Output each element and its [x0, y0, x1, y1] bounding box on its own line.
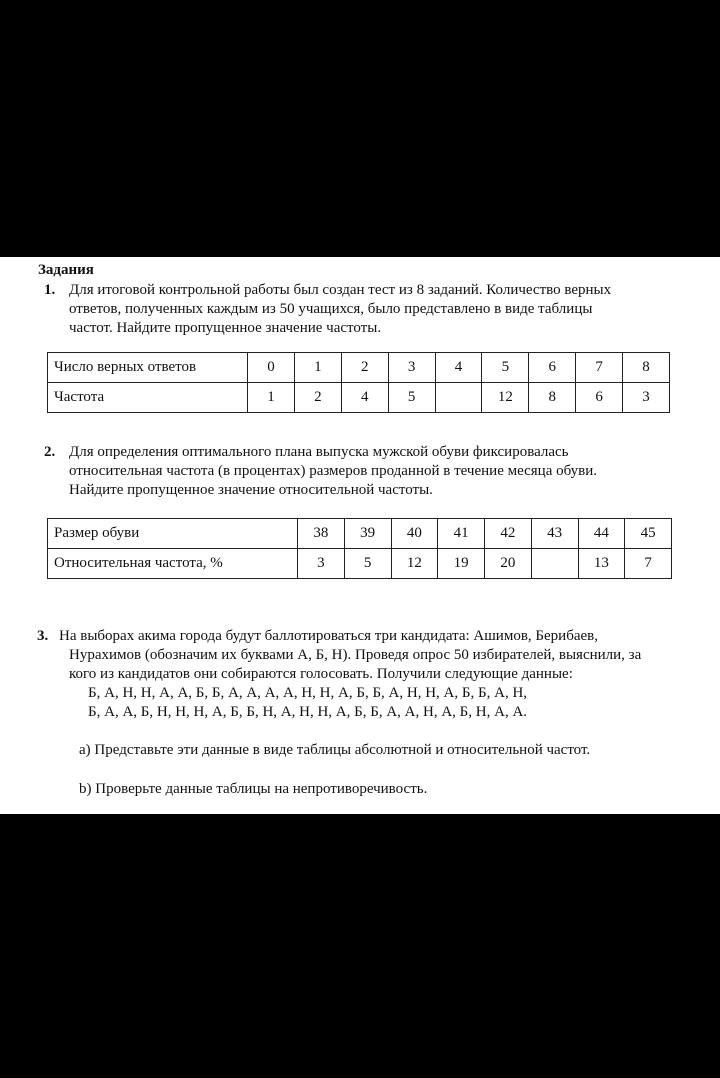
- table-cell: 20: [485, 549, 532, 579]
- table-cell: 12: [391, 549, 438, 579]
- table-cell: 19: [438, 549, 485, 579]
- table-cell: 39: [344, 519, 391, 549]
- table-cell: 3: [388, 353, 435, 383]
- table-cell: 4: [341, 383, 388, 413]
- task-1-line: Для итоговой контрольной работы был создан тест из 8 заданий. Количество верных: [69, 282, 612, 298]
- task-3-number: 3.: [37, 628, 49, 644]
- task-1-text: [69, 281, 611, 338]
- table-cell: 7: [576, 353, 623, 383]
- table-cell: 8: [529, 383, 576, 413]
- table-cell: 43: [531, 519, 578, 549]
- table-cell-missing: [531, 549, 578, 579]
- table-cell: 3: [298, 549, 345, 579]
- table-cell: 0: [248, 353, 295, 383]
- table-cell: 2: [294, 383, 341, 413]
- table-cell: 7: [625, 549, 672, 579]
- task-2-frequency-table: [47, 518, 672, 579]
- table-cell: 12: [482, 383, 529, 413]
- table-cell: 40: [391, 519, 438, 549]
- table-cell: 5: [482, 353, 529, 383]
- task-3-line: кого из кандидатов они собираются голосовать. Получили следующие данные:: [69, 666, 573, 682]
- table-row: [48, 549, 672, 579]
- task-2-line: Для определения оптимального плана выпуска мужской обуви фиксировалась: [69, 444, 569, 460]
- task-3: [0, 627, 720, 727]
- table-cell: 6: [529, 353, 576, 383]
- table-cell: 1: [294, 353, 341, 383]
- task-2-number: 2.: [44, 444, 56, 460]
- task-2-line: относительная частота (в процентах) размеров проданной в течение месяца обуви.: [69, 463, 598, 479]
- votes-data-line: Б, А, А, Б, Н, Н, Н, А, Б, Б, Н, А, Н, Н, А, Б, Б, А, А, Н, А, Б, Н, А, А.: [88, 704, 528, 720]
- task-1-frequency-table: [47, 352, 670, 413]
- table-cell: 13: [578, 549, 625, 579]
- task-3-text: [59, 627, 641, 722]
- table-cell: 3: [623, 383, 670, 413]
- table-row-label: Число верных ответов: [48, 353, 248, 383]
- table-cell: 8: [623, 353, 670, 383]
- document-page: [0, 257, 720, 814]
- table-cell-missing: [435, 383, 482, 413]
- task-3-line: На выборах акима города будут баллотироваться три кандидата: Ашимов, Берибаев,: [59, 628, 598, 644]
- task-1: [0, 281, 720, 341]
- task-1-line: частот. Найдите пропущенное значение частоты.: [69, 320, 382, 336]
- table-cell: 5: [344, 549, 391, 579]
- task-1-line: ответов, полученных каждым из 50 учащихся, было представлено в виде таблицы: [69, 301, 593, 317]
- table-cell: 45: [625, 519, 672, 549]
- table-cell: 4: [435, 353, 482, 383]
- votes-data-line: Б, А, Н, Н, А, А, Б, Б, А, А, А, А, Н, Н, А, Б, Б, А, Н, Н, А, Б, Б, А, Н,: [88, 685, 528, 701]
- table-cell: 42: [485, 519, 532, 549]
- table-row: [48, 353, 670, 383]
- table-cell: 2: [341, 353, 388, 383]
- table-cell: 38: [298, 519, 345, 549]
- table-cell: 5: [388, 383, 435, 413]
- task-2-text: [69, 443, 597, 500]
- section-heading: Задания: [38, 262, 94, 278]
- table-cell: 41: [438, 519, 485, 549]
- task-3-subquestion-b: b) Проверьте данные таблицы на непротиворечивость.: [79, 781, 428, 797]
- task-2-line: Найдите пропущенное значение относительной частоты.: [69, 482, 433, 498]
- table-row-label: Относительная частота, %: [48, 549, 298, 579]
- table-row: [48, 519, 672, 549]
- table-cell: 44: [578, 519, 625, 549]
- table-row-label: Частота: [48, 383, 248, 413]
- table-cell: 1: [248, 383, 295, 413]
- table-row: [48, 383, 670, 413]
- table-row-label: Размер обуви: [48, 519, 298, 549]
- task-3-subquestion-a: a) Представьте эти данные в виде таблицы абсолютной и относительной частот.: [79, 742, 591, 758]
- task-3-line: Нурахимов (обозначим их буквами А, Б, Н). Проведя опрос 50 избирателей, выяснили, за: [69, 647, 642, 663]
- task-1-number: 1.: [44, 282, 56, 298]
- table-cell: 6: [576, 383, 623, 413]
- task-2: [0, 443, 720, 503]
